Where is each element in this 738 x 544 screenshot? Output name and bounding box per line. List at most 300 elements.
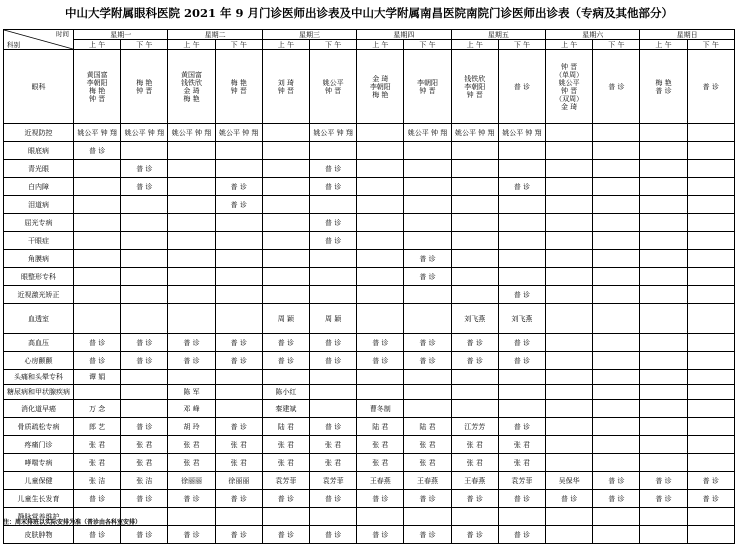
schedule-cell	[262, 178, 309, 196]
dept-name: 青光眼	[4, 160, 74, 178]
schedule-cell	[593, 352, 640, 370]
schedule-cell	[121, 268, 168, 286]
schedule-cell: 张 君	[404, 436, 451, 454]
schedule-cell: 普 诊	[404, 250, 451, 268]
table-row	[4, 472, 735, 490]
schedule-cell	[546, 370, 593, 385]
schedule-cell: 普 诊	[262, 352, 309, 370]
schedule-cell	[593, 370, 640, 385]
schedule-cell	[168, 370, 215, 385]
schedule-cell	[74, 250, 121, 268]
schedule-cell	[593, 385, 640, 400]
dept-name: 屈光专病	[4, 214, 74, 232]
schedule-cell	[310, 508, 357, 526]
schedule-cell: 普 诊	[404, 352, 451, 370]
schedule-cell	[546, 268, 593, 286]
schedule-cell	[74, 385, 121, 400]
dept-name: 心房颤颤	[4, 352, 74, 370]
schedule-cell	[121, 286, 168, 304]
schedule-table	[3, 29, 735, 544]
schedule-cell	[687, 268, 734, 286]
schedule-cell: 普 诊	[498, 334, 545, 352]
doctor-list	[546, 50, 593, 124]
schedule-cell: 袁芳菲	[498, 472, 545, 490]
schedule-cell	[357, 508, 404, 526]
schedule-cell	[451, 178, 498, 196]
schedule-cell	[640, 508, 687, 526]
schedule-cell: 普 诊	[357, 352, 404, 370]
schedule-cell: 胡 玲	[168, 418, 215, 436]
schedule-cell: 普 诊	[262, 526, 309, 544]
table-row	[4, 418, 735, 436]
doctor-list	[498, 50, 545, 124]
schedule-cell	[168, 142, 215, 160]
schedule-cell	[546, 160, 593, 178]
schedule-cell	[451, 160, 498, 178]
schedule-cell	[121, 214, 168, 232]
schedule-cell	[546, 400, 593, 418]
schedule-cell	[404, 370, 451, 385]
schedule-cell	[546, 508, 593, 526]
table-row	[4, 142, 735, 160]
table-row	[4, 490, 735, 508]
schedule-cell	[640, 454, 687, 472]
schedule-cell	[215, 250, 262, 268]
schedule-cell	[262, 160, 309, 178]
schedule-cell: 张 洁	[74, 472, 121, 490]
schedule-cell: 普 诊	[262, 490, 309, 508]
schedule-cell	[546, 418, 593, 436]
table-row	[4, 160, 735, 178]
schedule-cell: 普 诊	[262, 334, 309, 352]
schedule-cell	[546, 178, 593, 196]
schedule-cell	[546, 454, 593, 472]
schedule-cell	[546, 250, 593, 268]
doctor-list	[687, 50, 734, 124]
schedule-cell	[357, 286, 404, 304]
table-row	[4, 196, 735, 214]
schedule-cell	[357, 178, 404, 196]
doctor-name: 金 琦	[561, 102, 578, 111]
schedule-cell	[640, 124, 687, 142]
doctor-list	[168, 50, 215, 124]
schedule-cell	[310, 250, 357, 268]
schedule-cell: 普 诊	[74, 526, 121, 544]
schedule-cell	[498, 250, 545, 268]
schedule-cell: 姚公平 钟 翔	[451, 124, 498, 142]
schedule-cell	[121, 232, 168, 250]
schedule-cell: 普 诊	[687, 490, 734, 508]
day-header: 星期五	[451, 30, 545, 40]
schedule-cell: 张 君	[168, 436, 215, 454]
doctor-name: 普 诊	[702, 82, 719, 91]
am-header: 上 午	[451, 40, 498, 50]
schedule-cell	[451, 214, 498, 232]
schedule-cell	[404, 304, 451, 334]
schedule-cell: 张 君	[357, 436, 404, 454]
schedule-cell: 普 诊	[404, 334, 451, 352]
schedule-cell	[546, 232, 593, 250]
schedule-cell	[215, 232, 262, 250]
doctor-list	[640, 50, 687, 124]
schedule-cell	[593, 526, 640, 544]
schedule-cell	[357, 385, 404, 400]
schedule-cell	[687, 334, 734, 352]
schedule-cell	[498, 160, 545, 178]
schedule-cell: 普 诊	[310, 334, 357, 352]
schedule-cell: 普 诊	[546, 490, 593, 508]
schedule-cell	[640, 250, 687, 268]
schedule-cell: 普 诊	[640, 472, 687, 490]
schedule-cell: 袁芳菲	[262, 472, 309, 490]
schedule-cell: 姚公平 钟 翔	[168, 124, 215, 142]
dept-name: 皮肤肿物	[4, 526, 74, 544]
schedule-cell	[168, 214, 215, 232]
schedule-cell: 普 诊	[168, 334, 215, 352]
dept-name: 高血压	[4, 334, 74, 352]
schedule-cell: 周 颖	[310, 304, 357, 334]
schedule-cell: 普 诊	[498, 526, 545, 544]
schedule-cell	[640, 214, 687, 232]
schedule-cell	[640, 334, 687, 352]
schedule-cell	[168, 250, 215, 268]
schedule-cell: 普 诊	[168, 526, 215, 544]
schedule-cell	[74, 178, 121, 196]
schedule-cell	[310, 196, 357, 214]
doctor-name: 钟 晋	[277, 86, 295, 95]
schedule-cell: 陆 君	[262, 418, 309, 436]
schedule-cell	[593, 268, 640, 286]
schedule-cell	[168, 304, 215, 334]
schedule-cell	[357, 124, 404, 142]
schedule-cell: 普 诊	[215, 526, 262, 544]
dept-name: 骨质疏松专病	[4, 418, 74, 436]
schedule-cell	[310, 385, 357, 400]
schedule-cell: 普 诊	[121, 178, 168, 196]
schedule-cell	[168, 268, 215, 286]
pm-header: 下 午	[687, 40, 734, 50]
schedule-cell: 谭 娟	[74, 370, 121, 385]
doctor-list	[74, 50, 121, 124]
doctor-name: 金 琦	[183, 86, 200, 95]
doctor-name: 姚公平	[322, 78, 344, 87]
table-row	[4, 304, 735, 334]
schedule-cell	[546, 304, 593, 334]
page-title: 中山大学附属眼科医院 2021 年 9 月门诊医师出诊表及中山大学附属南昌医院南院门诊医师出诊表（专病及其他部分）	[64, 6, 674, 20]
schedule-cell	[593, 178, 640, 196]
table-row	[4, 232, 735, 250]
schedule-cell	[168, 196, 215, 214]
schedule-cell: 普 诊	[121, 526, 168, 544]
schedule-cell	[593, 454, 640, 472]
schedule-cell	[451, 250, 498, 268]
dept-name: 眼整形专科	[4, 268, 74, 286]
schedule-cell	[687, 526, 734, 544]
am-header: 上 午	[640, 40, 687, 50]
schedule-cell	[640, 286, 687, 304]
schedule-cell	[262, 370, 309, 385]
schedule-cell	[310, 370, 357, 385]
schedule-cell: 陈小红	[262, 385, 309, 400]
doctor-name: 梅 艳	[136, 78, 153, 87]
schedule-cell	[215, 286, 262, 304]
schedule-cell: 普 诊	[310, 232, 357, 250]
schedule-cell	[357, 142, 404, 160]
schedule-cell	[640, 436, 687, 454]
schedule-cell	[687, 160, 734, 178]
schedule-cell: 姚公平 钟 翔	[215, 124, 262, 142]
doctor-list	[451, 50, 498, 124]
schedule-cell: 普 诊	[640, 490, 687, 508]
schedule-cell: 秦建斌	[262, 400, 309, 418]
schedule-cell	[640, 352, 687, 370]
schedule-cell	[74, 304, 121, 334]
schedule-cell: 普 诊	[404, 268, 451, 286]
doctor-list	[215, 50, 262, 124]
schedule-cell	[168, 178, 215, 196]
schedule-cell: 张 君	[451, 436, 498, 454]
table-row	[4, 400, 735, 418]
schedule-cell	[640, 526, 687, 544]
schedule-cell	[451, 286, 498, 304]
schedule-cell: 张 洁	[121, 472, 168, 490]
schedule-cell	[498, 268, 545, 286]
schedule-cell	[687, 232, 734, 250]
schedule-cell	[215, 400, 262, 418]
schedule-cell	[74, 160, 121, 178]
schedule-cell: 陆 君	[357, 418, 404, 436]
schedule-cell	[451, 370, 498, 385]
schedule-cell	[357, 232, 404, 250]
schedule-cell: 姚公平 钟 翔	[121, 124, 168, 142]
doctor-list	[404, 50, 451, 124]
doctor-name: 梅 艳	[655, 78, 672, 87]
doctor-list	[357, 50, 404, 124]
schedule-cell	[687, 124, 734, 142]
schedule-cell	[593, 304, 640, 334]
schedule-cell	[687, 142, 734, 160]
schedule-cell	[546, 385, 593, 400]
schedule-cell: 邓 峰	[168, 400, 215, 418]
schedule-cell	[404, 508, 451, 526]
schedule-cell	[262, 250, 309, 268]
schedule-cell: 普 诊	[121, 352, 168, 370]
schedule-cell	[546, 334, 593, 352]
schedule-cell: 张 君	[310, 436, 357, 454]
schedule-cell	[357, 160, 404, 178]
schedule-cell	[451, 385, 498, 400]
am-header: 上 午	[546, 40, 593, 50]
schedule-cell	[498, 370, 545, 385]
schedule-cell: 普 诊	[215, 352, 262, 370]
schedule-cell: 王春燕	[404, 472, 451, 490]
schedule-cell	[687, 436, 734, 454]
doctor-name: 李朝阳	[417, 78, 439, 87]
dept-name: 眼科	[4, 50, 74, 124]
dept-name: 头痛和头晕专科	[4, 370, 74, 385]
schedule-cell: 张 君	[262, 454, 309, 472]
schedule-cell: 普 诊	[498, 286, 545, 304]
table-row	[4, 436, 735, 454]
schedule-cell: 普 诊	[310, 214, 357, 232]
schedule-cell: 普 诊	[451, 526, 498, 544]
schedule-cell	[593, 508, 640, 526]
doctor-name: 钱铁欣	[181, 78, 202, 87]
schedule-cell	[262, 196, 309, 214]
schedule-cell: 普 诊	[74, 142, 121, 160]
pm-header: 下 午	[215, 40, 262, 50]
dept-name: 近视防控	[4, 124, 74, 142]
schedule-cell	[498, 214, 545, 232]
schedule-cell	[593, 286, 640, 304]
dept-name: 白内障	[4, 178, 74, 196]
schedule-cell: 袁芳菲	[310, 472, 357, 490]
schedule-cell: 普 诊	[310, 352, 357, 370]
schedule-cell	[404, 232, 451, 250]
schedule-cell: 姚公平 钟 翔	[404, 124, 451, 142]
dept-name: 糖尿病和甲状腺疾病	[4, 385, 74, 400]
schedule-cell	[168, 508, 215, 526]
schedule-cell	[168, 286, 215, 304]
schedule-cell	[357, 268, 404, 286]
schedule-cell	[310, 400, 357, 418]
schedule-cell: 普 诊	[404, 490, 451, 508]
doctor-name: 钟 晋	[230, 86, 247, 95]
doctor-name: 钟 晋	[136, 86, 153, 95]
schedule-cell	[404, 142, 451, 160]
doctor-name: 黄国富	[181, 70, 202, 79]
schedule-cell: 普 诊	[498, 490, 545, 508]
schedule-cell	[593, 250, 640, 268]
doctor-name: 李朝阳	[369, 82, 391, 91]
schedule-cell	[121, 304, 168, 334]
schedule-cell	[640, 304, 687, 334]
dept-name: 哮喘专病	[4, 454, 74, 472]
schedule-cell	[640, 178, 687, 196]
schedule-cell	[546, 142, 593, 160]
schedule-cell: 周 颖	[262, 304, 309, 334]
doctor-name: 钱铁欣	[464, 74, 486, 83]
schedule-cell	[593, 214, 640, 232]
doctor-name: （双周）	[555, 94, 584, 103]
schedule-cell: 张 君	[215, 454, 262, 472]
schedule-cell	[168, 160, 215, 178]
schedule-cell	[593, 232, 640, 250]
schedule-cell	[357, 250, 404, 268]
schedule-cell: 普 诊	[357, 526, 404, 544]
doctor-name: 梅 艳	[372, 90, 389, 99]
schedule-cell	[357, 214, 404, 232]
pm-header: 下 午	[593, 40, 640, 50]
schedule-cell: 姚公平 钟 翔	[74, 124, 121, 142]
schedule-cell	[593, 196, 640, 214]
schedule-cell: 普 诊	[498, 418, 545, 436]
schedule-cell	[546, 196, 593, 214]
schedule-cell	[593, 124, 640, 142]
schedule-cell	[546, 352, 593, 370]
schedule-cell	[451, 400, 498, 418]
schedule-cell	[215, 370, 262, 385]
schedule-cell: 普 诊	[121, 334, 168, 352]
schedule-cell: 张 君	[451, 454, 498, 472]
doctor-name: 姚公平	[558, 78, 580, 87]
schedule-cell: 普 诊	[168, 352, 215, 370]
schedule-cell	[404, 400, 451, 418]
doctor-name: 李朝阳	[86, 78, 108, 87]
schedule-cell	[404, 160, 451, 178]
dept-name: 眼底病	[4, 142, 74, 160]
schedule-cell	[498, 385, 545, 400]
schedule-cell	[546, 214, 593, 232]
dept-name: 儿童生长发育	[4, 490, 74, 508]
schedule-cell	[215, 385, 262, 400]
doctor-name: 普 诊	[513, 82, 531, 91]
schedule-cell	[121, 400, 168, 418]
doctor-name: 普 诊	[655, 86, 672, 95]
schedule-cell: 陆 君	[404, 418, 451, 436]
doctor-list	[310, 50, 357, 124]
schedule-cell	[687, 286, 734, 304]
doctor-name: 钟 晋	[561, 86, 578, 95]
schedule-cell	[168, 232, 215, 250]
schedule-cell	[357, 370, 404, 385]
am-header: 上 午	[357, 40, 404, 50]
doctor-name: 金 琦	[372, 74, 389, 83]
schedule-cell	[451, 232, 498, 250]
schedule-cell: 普 诊	[74, 352, 121, 370]
schedule-cell	[262, 124, 309, 142]
pm-header: 下 午	[404, 40, 451, 50]
table-row	[4, 178, 735, 196]
schedule-cell: 普 诊	[451, 352, 498, 370]
schedule-cell	[74, 232, 121, 250]
schedule-cell	[640, 142, 687, 160]
schedule-cell	[404, 178, 451, 196]
schedule-cell: 张 君	[262, 436, 309, 454]
dept-name: 干眼症	[4, 232, 74, 250]
schedule-cell	[262, 508, 309, 526]
schedule-cell	[404, 196, 451, 214]
schedule-cell	[262, 142, 309, 160]
schedule-cell	[357, 304, 404, 334]
table-row	[4, 250, 735, 268]
schedule-cell: 普 诊	[310, 526, 357, 544]
schedule-cell: 张 君	[74, 436, 121, 454]
dept-name: 疼痛门诊	[4, 436, 74, 454]
day-header: 星期一	[74, 30, 168, 40]
schedule-cell	[687, 370, 734, 385]
pm-header: 下 午	[121, 40, 168, 50]
schedule-cell	[310, 268, 357, 286]
doctor-name: 梅 艳	[183, 94, 200, 103]
schedule-cell: 张 君	[74, 454, 121, 472]
schedule-cell: 张 君	[310, 454, 357, 472]
table-row	[4, 370, 735, 385]
schedule-cell	[546, 436, 593, 454]
schedule-cell	[498, 142, 545, 160]
footnote: 注：周末排班以实际安排为准（普诊由各科室安排）	[3, 519, 142, 526]
schedule-cell	[546, 286, 593, 304]
time-label: 时间	[56, 30, 69, 38]
schedule-cell	[640, 232, 687, 250]
schedule-cell	[593, 418, 640, 436]
schedule-cell: 张 君	[215, 436, 262, 454]
schedule-cell	[546, 124, 593, 142]
schedule-cell: 徐丽丽	[215, 472, 262, 490]
schedule-cell	[498, 196, 545, 214]
schedule-cell: 徐丽丽	[168, 472, 215, 490]
header-row-ampm	[4, 40, 735, 50]
